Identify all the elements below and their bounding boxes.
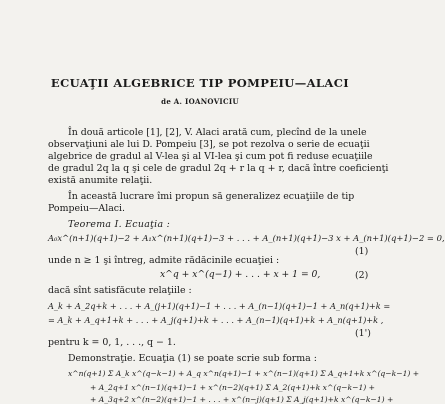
equation-3-number: (1') (355, 328, 371, 339)
equation-2-number: (2) (355, 270, 369, 281)
proof-equation-2: + A_2q+1 x^(n−1)(q+1)−1 + x^(n−2)(q+1) Σ A_2(q+1)+k x^(q−k−1) + (90, 383, 376, 392)
aim-line-1: În această lucrare îmi propun să generalizez ecuaţiile de tip (68, 191, 355, 202)
article-author: de A. IOANOVICIU (161, 97, 239, 106)
equation-1: A₀x^(n+1)(q+1)−2 + A₁x^(n+1)(q+1)−3 + . . . + A_(n+1)(q+1)−3 x + A_(n+1)(q+1)−2 = 0, (48, 233, 445, 243)
intro-line-1: În două articole [1], [2], V. Alaci arată cum, plecînd de la unele (68, 127, 367, 138)
proof-line: Demonstraţie. Ecuaţia (1) se poate scrie sub forma : (68, 353, 317, 364)
conditions-line: dacă sînt satisfăcute relaţiile : (48, 285, 192, 296)
equation-3b: = A_k + A_q+1+k + . . . + A_j(q+1)+k + . . . + A_(n−1)(q+1)+k + A_n(q+1)+k , (48, 315, 384, 325)
intro-line-2: observaţiuni ale lui D. Pompeiu [3], se pot rezolva o serie de ecuaţii (48, 139, 370, 150)
equation-1-number: (1) (355, 246, 369, 257)
proof-equation-1: x^n(q+1) Σ A_k x^(q−k−1) + A_q x^n(q+1)−1 + x^(n−1)(q+1) Σ A_q+1+k x^(q−k−1) + (68, 369, 420, 378)
where-line: unde n ≥ 1 şi întreg, admite rădăcinile ecuaţiei : (48, 255, 280, 266)
aim-line-2: Pompeiu—Alaci. (48, 203, 126, 214)
intro-line-3: algebrice de gradul al V-lea şi al VI-lea şi cum pot fi reduse ecuaţiile (48, 151, 373, 162)
equation-3a: A_k + A_2q+k + . . . + A_(j+1)(q+1)−1 + . . . + A_(n−1)(q+1)−1 + A_n(q+1)+k = (48, 301, 391, 311)
equation-2: x^q + x^(q−1) + . . . + x + 1 = 0, (160, 269, 321, 280)
intro-line-5: există anumite relaţii. (48, 175, 153, 186)
theorem-label: Teorema I. Ecuaţia : (68, 219, 171, 230)
proof-equation-3: + A_3q+2 x^(n−2)(q+1)−1 + . . . + x^(n−j)(q+1) Σ A_j(q+1)+k x^(q−k−1) + (90, 395, 394, 404)
for-line: pentru k = 0, 1, . . ., q − 1. (48, 337, 176, 348)
article-title: ECUAŢII ALGEBRICE TIP POMPEIU—ALACI (50, 76, 350, 90)
intro-line-4: de gradul 2q la q şi cele de gradul 2q + r la q + r, dacă între coeficienţi (48, 163, 389, 174)
